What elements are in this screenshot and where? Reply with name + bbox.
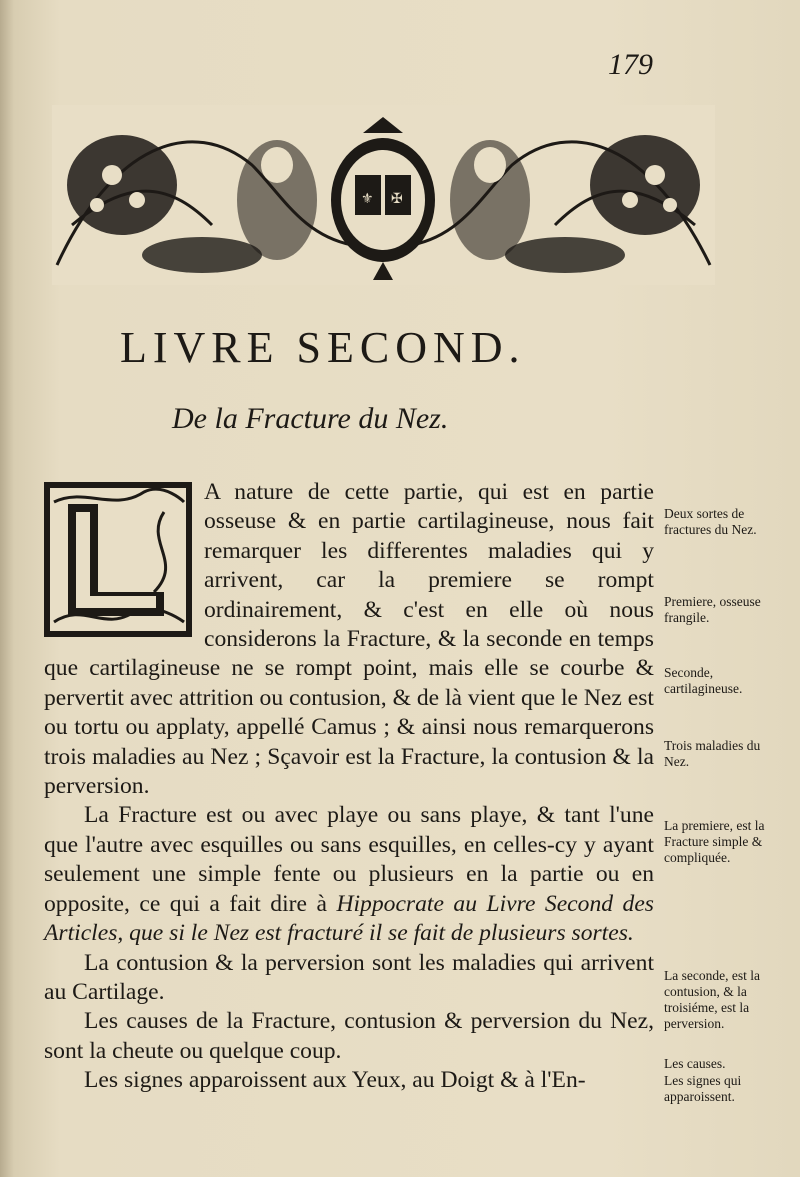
headpiece-ornament bbox=[52, 105, 715, 285]
page-number: 179 bbox=[608, 48, 653, 81]
paragraph-1: A nature de cette partie, qui est en partie osseuse & en partie cartilagineuse, nous fait remarquer les differentes maladies qui y arrivent, car la premiere se rompt ordinairement, & c'est en elle où nous considerons la Fracture, & la seconde en temps que cartilagineuse ne se rompt point, mais elle se courbe & pervertit avec attrition ou contusion, & de là vient que le Nez est ou tortu ou applaty, appellé Camus ; & ainsi nous remarquerons trois maladies au Nez ; Sçavoir est la Fracture, la contusion & la perversion. bbox=[44, 479, 654, 800]
margin-note: Les causes. bbox=[664, 1056, 726, 1071]
margin-note: Deux sortes de fractures du Nez. bbox=[664, 506, 757, 537]
paragraph-5: Les signes apparoissent aux Yeux, au Doigt & à l'En- bbox=[84, 1067, 586, 1094]
paragraph-2-italic: Hippocrate au Livre Second des Articles, que si le Nez est fracturé il se fait de plusieurs sortes. bbox=[44, 890, 654, 947]
book-title: LIVRE SECOND. bbox=[120, 323, 526, 372]
margin-note: Les signes qui apparoissent. bbox=[664, 1073, 742, 1104]
margin-note: Trois maladies du Nez. bbox=[664, 738, 761, 769]
margin-note: La seconde, est la contusion, & la troisiéme, est la perversion. bbox=[664, 968, 760, 1031]
body-text bbox=[44, 478, 654, 1096]
margin-note: Seconde, cartilagineuse. bbox=[664, 665, 743, 696]
paragraph-3: La contusion & la perversion sont les maladies qui arrivent au Cartilage. bbox=[44, 949, 654, 1005]
margin-note: Premiere, osseuse frangile. bbox=[664, 594, 761, 625]
margin-note: La premiere, est la Fracture simple & compliquée. bbox=[664, 818, 765, 865]
paragraph-4: Les causes de la Fracture, contusion & perversion du Nez, sont la cheute ou quelque coup. bbox=[44, 1008, 654, 1064]
chapter-subtitle: De la Fracture du Nez. bbox=[172, 402, 449, 435]
svg-text:✠: ✠ bbox=[391, 191, 403, 207]
paragraph-2: La Fracture est ou avec playe ou sans playe, & tant l'une que l'autre avec esquilles ou sans esquilles, en celles-cy y ayant seulement une simple fente ou plusieurs en la partie ou en opposite, ce qui a fait dire à Hippocrate au Livre Second des Articles, que si le Nez est fracturé il se fait de plusieurs sortes. bbox=[44, 802, 654, 947]
svg-text:⚜: ⚜ bbox=[361, 191, 374, 207]
